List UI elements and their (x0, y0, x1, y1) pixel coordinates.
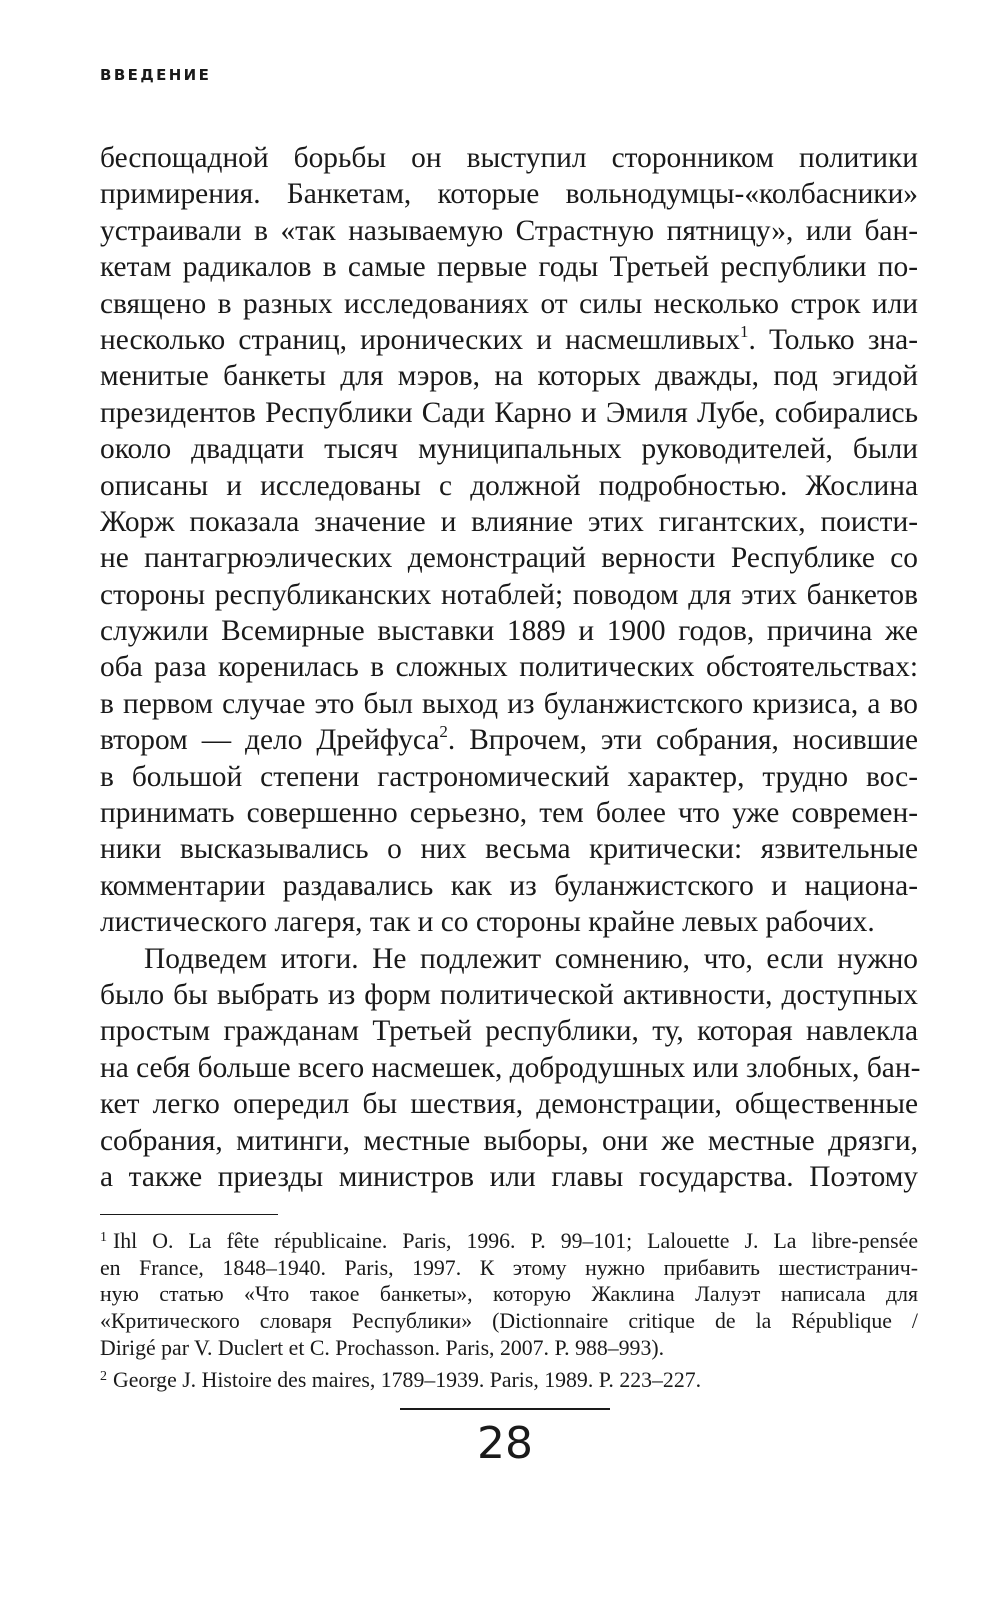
body-line-text: несколько страниц, иронических и насмешливых (100, 323, 740, 356)
footnote-line (100, 1335, 918, 1362)
body-line-text: устраивали в «так называемую Страстную пятницу», или бан- (100, 214, 918, 247)
body-line-text: ники высказывались о них весьма критически: язвительные (100, 833, 918, 866)
body-line-text: стороны республиканских нотаблей; поводом для этих банкетов (100, 578, 918, 611)
body-line (100, 504, 918, 540)
body-line (100, 977, 918, 1013)
body-line (100, 941, 918, 977)
body-line-text: собрания, митинги, местные выборы, они же местные дрязги, (100, 1124, 918, 1157)
body-line (100, 722, 918, 758)
footnote-text: en France, 1848–1940. Paris, 1997. К этому нужно прибавить шестистранич- (100, 1255, 918, 1280)
footnote-separator (100, 1214, 278, 1215)
body-line-text: кет легко опередил бы шествия, демонстрации, общественные (100, 1088, 918, 1121)
body-text (100, 140, 921, 1195)
body-line-text: священо в разных исследованиях от силы несколько строк или (100, 287, 918, 320)
footnote-text: «Критического словаря Республики» (Dictionnaire critique de la République / (100, 1309, 918, 1334)
body-line (100, 759, 918, 795)
footnote-text: Ihl O. La fête républicaine. Paris, 1996. P. 99–101; Lalouette J. La libre-pensée (113, 1229, 918, 1253)
body-line (100, 431, 918, 467)
body-line-text: в первом случае это был выход из буланжистского кризиса, а во (100, 687, 918, 720)
body-line-text: кетам радикалов в самые первые годы Третьей республики по- (100, 251, 918, 284)
body-line-text: менитые банкеты для мэров, на которых дважды, под эгидой (100, 360, 918, 393)
footnote-text: ную статью «Что такое банкеты», которую Жаклина Лалуэт написала для (100, 1282, 918, 1307)
body-line-text: на себя больше всего насмешек, добродушных или злобных, бан- (100, 1051, 921, 1084)
body-line-text: а также приезды министров или главы государства. Поэтому (100, 1160, 918, 1193)
body-line-text: не пантагрюэлических демонстраций верности Республике со (100, 542, 918, 575)
body-line (100, 176, 918, 212)
body-line-text: листического лагеря, так и со стороны крайне левых рабочих. (100, 906, 875, 939)
footnote-line (100, 1308, 918, 1335)
body-line (100, 904, 918, 940)
body-line-text: беспощадной борьбы он выступил сторонником политики (100, 142, 918, 174)
body-line-text: примирения. Банкетам, которые вольнодумцы-«колбасники» (100, 178, 918, 211)
footnote-reference: 1 (739, 321, 749, 341)
body-line (100, 795, 918, 831)
footnote-line (100, 1255, 918, 1282)
body-line-text: около двадцати тысяч муниципальных руководителей, были (100, 433, 918, 466)
body-line (100, 1123, 918, 1159)
body-line (100, 540, 918, 576)
body-line (100, 577, 918, 613)
body-line-text: Подведем итоги. Не подлежит сомнению, что, если нужно (144, 942, 918, 975)
body-line (100, 286, 918, 322)
footnote-line (100, 1367, 918, 1394)
footnote-line (100, 1281, 918, 1308)
body-line (100, 358, 918, 394)
body-line (100, 140, 918, 176)
body-line (100, 1050, 921, 1086)
body-line (100, 1013, 918, 1049)
body-line-text: Жорж показала значение и влияние этих гигантских, поисти- (100, 505, 918, 538)
body-line (100, 1159, 918, 1195)
body-line-text-after: . Впрочем, эти собрания, носившие (447, 724, 918, 757)
running-head: ВВЕДЕНИЕ (100, 66, 212, 84)
body-line (100, 649, 918, 685)
body-line-text: принимать совершенно серьезно, тем более что уже современ- (100, 797, 918, 830)
page-number-rule (400, 1408, 610, 1410)
footnote-text: Dirigé par V. Duclert et C. Prochasson. Paris, 2007. P. 988–993). (100, 1335, 665, 1360)
footnote-text: George J. Histoire des maires, 1789–1939. Paris, 1989. P. 223–227. (113, 1368, 702, 1393)
body-line (100, 395, 918, 431)
footnote-mark: 2 (100, 1369, 107, 1385)
body-line-text: втором — дело Дрейфуса (100, 724, 440, 757)
body-line (100, 831, 918, 867)
body-line-text: простым гражданам Третьей республики, ту, которая навлекла (100, 1015, 918, 1048)
body-line (100, 322, 918, 358)
footnote-line (100, 1228, 918, 1255)
footnotes (100, 1228, 918, 1394)
body-line (100, 249, 918, 285)
body-line (100, 213, 918, 249)
body-line-text: президентов Республики Сади Карно и Эмиля Лубе, собирались (100, 396, 918, 429)
body-line (100, 686, 918, 722)
body-line (100, 613, 918, 649)
body-line (100, 1086, 918, 1122)
body-line-text: служили Всемирные выставки 1889 и 1900 годов, причина же (100, 615, 918, 648)
body-line (100, 868, 918, 904)
body-line-text: описаны и исследованы с должной подробностью. Жослина (100, 469, 918, 502)
body-line-text-after: . Только зна- (748, 323, 918, 356)
body-line-text: комментарии раздавались как из буланжистского и национа- (100, 869, 918, 902)
body-line-text: в большой степени гастрономический характер, трудно вос- (100, 760, 918, 793)
footnote-reference: 2 (439, 722, 448, 742)
page-number: 28 (477, 1418, 533, 1469)
body-line (100, 468, 918, 504)
body-line-text: было бы выбрать из форм политической активности, доступных (100, 978, 918, 1011)
footnote-mark: 1 (100, 1230, 107, 1245)
body-line-text: оба раза коренилась в сложных политических обстоятельствах: (100, 651, 918, 684)
